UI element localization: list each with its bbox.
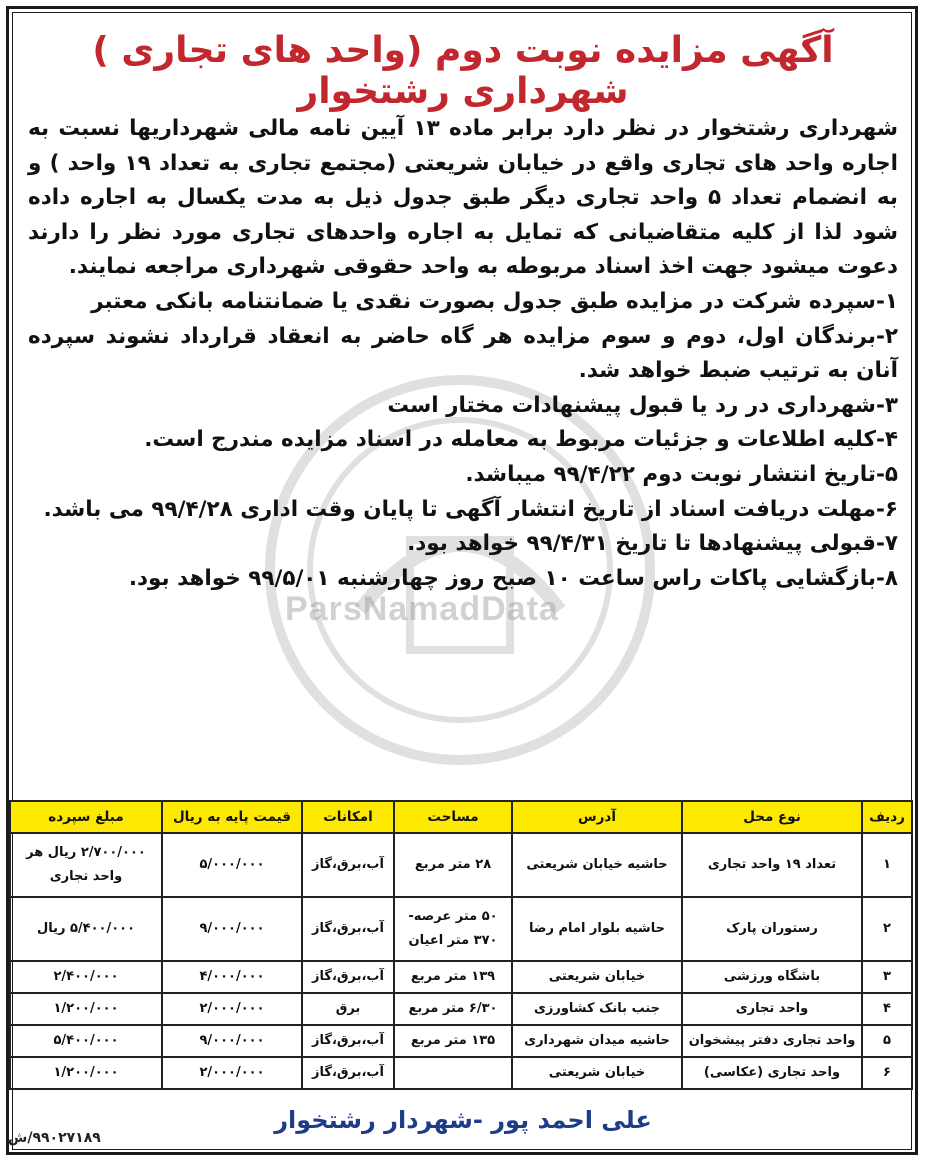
cell-place-type: تعداد ۱۹ واحد تجاری: [682, 833, 862, 897]
cell-deposit: ۱/۲۰۰/۰۰۰: [10, 1057, 162, 1089]
cell-area: [394, 1057, 512, 1089]
cell-area: ۵۰ متر عرصه- ۳۷۰ متر اعیان: [394, 897, 512, 961]
cell-deposit: ۲/۴۰۰/۰۰۰: [10, 961, 162, 993]
table-row: [10, 1057, 912, 1089]
cell-address: حاشیه خیابان شریعتی: [512, 833, 682, 897]
header-address: آدرس: [512, 801, 682, 833]
cell-base-price: ۹/۰۰۰/۰۰۰: [162, 1025, 302, 1057]
cell-address: جنب بانک کشاورزی: [512, 993, 682, 1025]
cell-base-price: ۲/۰۰۰/۰۰۰: [162, 993, 302, 1025]
condition-item: ۱-سپرده شرکت در مزایده طبق جدول بصورت نقدی یا ضمانتنامه بانکی معتبر: [91, 288, 898, 314]
cell-facilities: برق: [302, 993, 394, 1025]
cell-address: حاشیه بلوار امام رضا: [512, 897, 682, 961]
header-facilities: امکانات: [302, 801, 394, 833]
cell-row-number: ۵: [862, 1025, 912, 1057]
condition-item: ۳-شهرداری در رد یا قبول پیشنهادات مختار است: [387, 392, 898, 418]
header-place-type: نوع محل: [682, 801, 862, 833]
cell-facilities: آب،برق،گاز: [302, 1057, 394, 1089]
cell-place-type: واحد تجاری: [682, 993, 862, 1025]
cell-facilities: آب،برق،گاز: [302, 897, 394, 961]
header-base-price: قیمت پایه به ریال: [162, 801, 302, 833]
cell-deposit: ۵/۴۰۰/۰۰۰: [10, 1025, 162, 1057]
cell-deposit: ۱/۲۰۰/۰۰۰: [10, 993, 162, 1025]
condition-item: ۶-مهلت دریافت اسناد از تاریخ انتشار آگهی تا پایان وقت اداری ۹۹/۴/۲۸ می باشد.: [43, 496, 898, 522]
cell-area: ۶/۳۰ متر مربع: [394, 993, 512, 1025]
cell-deposit: ۲/۷۰۰/۰۰۰ ریال هر واحد تجاری: [10, 833, 162, 897]
cell-row-number: ۴: [862, 993, 912, 1025]
cell-base-price: ۵/۰۰۰/۰۰۰: [162, 833, 302, 897]
condition-item: ۵-تاریخ انتشار نوبت دوم ۹۹/۴/۲۲ میباشد.: [465, 461, 898, 487]
ad-code: ۹۹۰۲۷۱۸۹/ش: [8, 1130, 101, 1146]
cell-address: خیابان شریعتی: [512, 961, 682, 993]
table-header-row: [10, 801, 912, 833]
cell-area: ۱۳۵ متر مربع: [394, 1025, 512, 1057]
cell-place-type: باشگاه ورزشی: [682, 961, 862, 993]
auction-table: [9, 800, 913, 1090]
cell-facilities: آب،برق،گاز: [302, 961, 394, 993]
page-title: آگهی مزایده نوبت دوم (واحد های تجاری ) شهرداری رشتخوار: [92, 30, 834, 112]
condition-item: ۷-قبولی پیشنهادها تا تاریخ ۹۹/۴/۳۱ خواهد بود.: [407, 531, 898, 557]
announcement-body: [28, 112, 898, 596]
table-row: [10, 1025, 912, 1057]
header-row-number: ردیف: [862, 801, 912, 833]
cell-area: ۱۳۹ متر مربع: [394, 961, 512, 993]
header-deposit: مبلغ سپرده: [10, 801, 162, 833]
table-row: [10, 961, 912, 993]
cell-area: ۲۸ متر مربع: [394, 833, 512, 897]
condition-item: ۸-بازگشایی پاکات راس ساعت ۱۰ صبح روز چهارشنبه ۹۹/۵/۰۱ خواهد بود.: [128, 565, 898, 591]
watermark-brand: ParsNamadData: [285, 590, 559, 628]
table-row: [10, 993, 912, 1025]
cell-deposit: ۵/۴۰۰/۰۰۰ ریال: [10, 897, 162, 961]
cell-base-price: ۲/۰۰۰/۰۰۰: [162, 1057, 302, 1089]
conditions-list: [28, 285, 898, 596]
cell-place-type: واحد تجاری (عکاسی): [682, 1057, 862, 1089]
cell-place-type: رستوران پارک: [682, 897, 862, 961]
cell-address: خیابان شریعتی: [512, 1057, 682, 1089]
cell-row-number: ۳: [862, 961, 912, 993]
cell-facilities: آب،برق،گاز: [302, 1025, 394, 1057]
intro-paragraph: شهرداری رشتخوار در نظر دارد برابر ماده ۱۳ آیین نامه مالی شهرداریها نسبت به اجاره واحد های تجاری واقع در خیابان شریعتی (مجتمع تجاری به تعداد ۱۹ واحد ) و به انضمام تعداد ۵ واحد تجاری دیگر طبق جدول ذیل به مدت یکسال به اجاره داده شود لذا از کلیه متقاضیانی که تمایل به اجاره واحدهای تجاری مورد نظر را دارند دعوت میشود جهت اخذ اسناد مربوطه به واحد حقوقی شهرداری مراجعه نمایند.: [28, 116, 898, 280]
cell-row-number: ۲: [862, 897, 912, 961]
cell-place-type: واحد تجاری دفتر پیشخوان: [682, 1025, 862, 1057]
cell-facilities: آب،برق،گاز: [302, 833, 394, 897]
condition-item: ۲-برندگان اول، دوم و سوم مزایده هر گاه حاضر به انعقاد قرارداد نشوند سپرده آنان به ترتیب ضبط خواهد شد.: [28, 323, 898, 384]
cell-base-price: ۹/۰۰۰/۰۰۰: [162, 897, 302, 961]
cell-row-number: ۶: [862, 1057, 912, 1089]
signer-name: علی احمد پور -شهردار رشتخوار: [274, 1106, 652, 1134]
header-area: مساحت: [394, 801, 512, 833]
table-row: [10, 833, 912, 897]
cell-row-number: ۱: [862, 833, 912, 897]
cell-address: حاشیه میدان شهرداری: [512, 1025, 682, 1057]
table-row: [10, 897, 912, 961]
cell-base-price: ۴/۰۰۰/۰۰۰: [162, 961, 302, 993]
condition-item: ۴-کلیه اطلاعات و جزئیات مربوط به معامله در اسناد مزایده مندرج است.: [144, 427, 898, 453]
